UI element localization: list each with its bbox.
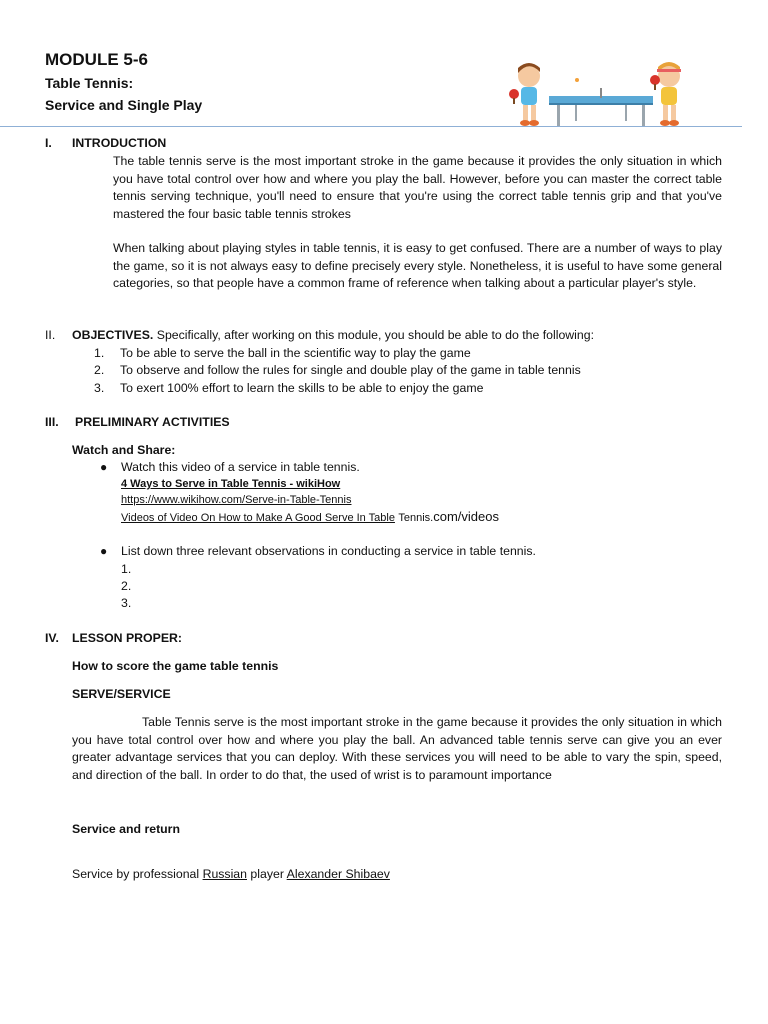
caption-text: player	[250, 867, 284, 881]
objectives-lead: Specifically, after working on this module, you should be able to do the following:	[156, 328, 594, 342]
link-videos[interactable]: Videos of Video On How to Make A Good Serve In Table	[121, 512, 395, 524]
videos-link-line	[121, 509, 499, 524]
section-number: I.	[45, 136, 52, 150]
objective-item: To be able to serve the ball in the scientific way to play the game	[120, 346, 471, 360]
link-videos-tail-b: com/videos	[433, 509, 499, 524]
module-title: MODULE 5-6	[45, 50, 148, 69]
section-heading: PRELIMINARY ACTIVITIES	[75, 415, 230, 429]
section-heading: LESSON PROPER:	[72, 631, 183, 645]
caption-text: Service by professional	[72, 867, 200, 881]
link-wikihow-title[interactable]: 4 Ways to Serve in Table Tennis - wikiHow	[121, 478, 341, 490]
subheading-serve: SERVE/SERVICE	[72, 687, 171, 701]
bullet-list-observations: List down three relevant observations in conducting a service in table tennis.	[121, 544, 536, 558]
observation-blank-1: 1.	[121, 562, 132, 576]
intro-paragraph-2: When talking about playing styles in table tennis, it is easy to get confused. There are a number of ways to play the game, so it is not always easy to define precisely every style. Nonetheless, it is useful to have some general categories, so that people have a common frame of reference when talking about a particular player's style.	[113, 241, 722, 290]
intro-paragraph-1: The table tennis serve is the most important stroke in the game because it provides the only situation in which you have total control over how and where you play the ball. However, before you can master the correct table tennis serving technique, you'll need to ensure that you're using the correct table tennis grip and that you've mastered the four basic table tennis strokes	[113, 154, 722, 221]
service-caption	[72, 867, 390, 881]
objective-number: 2.	[94, 363, 105, 377]
subheading-scoring: How to score the game table tennis	[72, 659, 279, 673]
subheading-service-return: Service and return	[72, 822, 180, 836]
link-russian[interactable]: Russian	[202, 867, 247, 881]
header-divider	[0, 126, 742, 127]
section-number: IV.	[45, 631, 59, 645]
objectives-lead-line	[72, 328, 594, 342]
watch-share-heading: Watch and Share:	[72, 443, 176, 457]
bullet-icon: ●	[100, 544, 108, 558]
module-subtitle-focus: Service and Single Play	[45, 97, 203, 113]
bullet-icon: ●	[100, 460, 108, 474]
observation-blank-2: 2.	[121, 579, 132, 593]
observation-blank-3: 3.	[121, 596, 132, 610]
link-videos-tail-a: Tennis.	[398, 512, 434, 524]
link-alexander-shibaev[interactable]: Alexander Shibaev	[286, 867, 390, 881]
module-subtitle-topic: Table Tennis:	[45, 75, 134, 91]
objective-number: 3.	[94, 381, 105, 395]
objective-item: To observe and follow the rules for single and double play of the game in table tennis	[120, 363, 581, 377]
objective-number: 1.	[94, 346, 105, 360]
serve-paragraph: Table Tennis serve is the most important stroke in the game because it provides the only situation in which you have total control over how and where you play the ball. An advanced table tennis serve can give you an ever greater advantage services that you can deploy. With these services you will need to be able to vary the spin, speed, and direction of the ball. In order to do that, the used of wrist is to paramount importance	[72, 715, 722, 782]
link-wikihow-url[interactable]: https://www.wikihow.com/Serve-in-Table-Tennis	[121, 494, 352, 506]
section-number: III.	[45, 415, 59, 429]
objective-item: To exert 100% effort to learn the skills to be able to enjoy the game	[120, 381, 484, 395]
section-number: II.	[45, 328, 56, 342]
section-heading: OBJECTIVES.	[72, 328, 154, 342]
section-heading: INTRODUCTION	[72, 136, 167, 150]
bullet-watch-video: Watch this video of a service in table tennis.	[121, 460, 360, 474]
children-playing-table-tennis-illustration	[505, 58, 690, 132]
